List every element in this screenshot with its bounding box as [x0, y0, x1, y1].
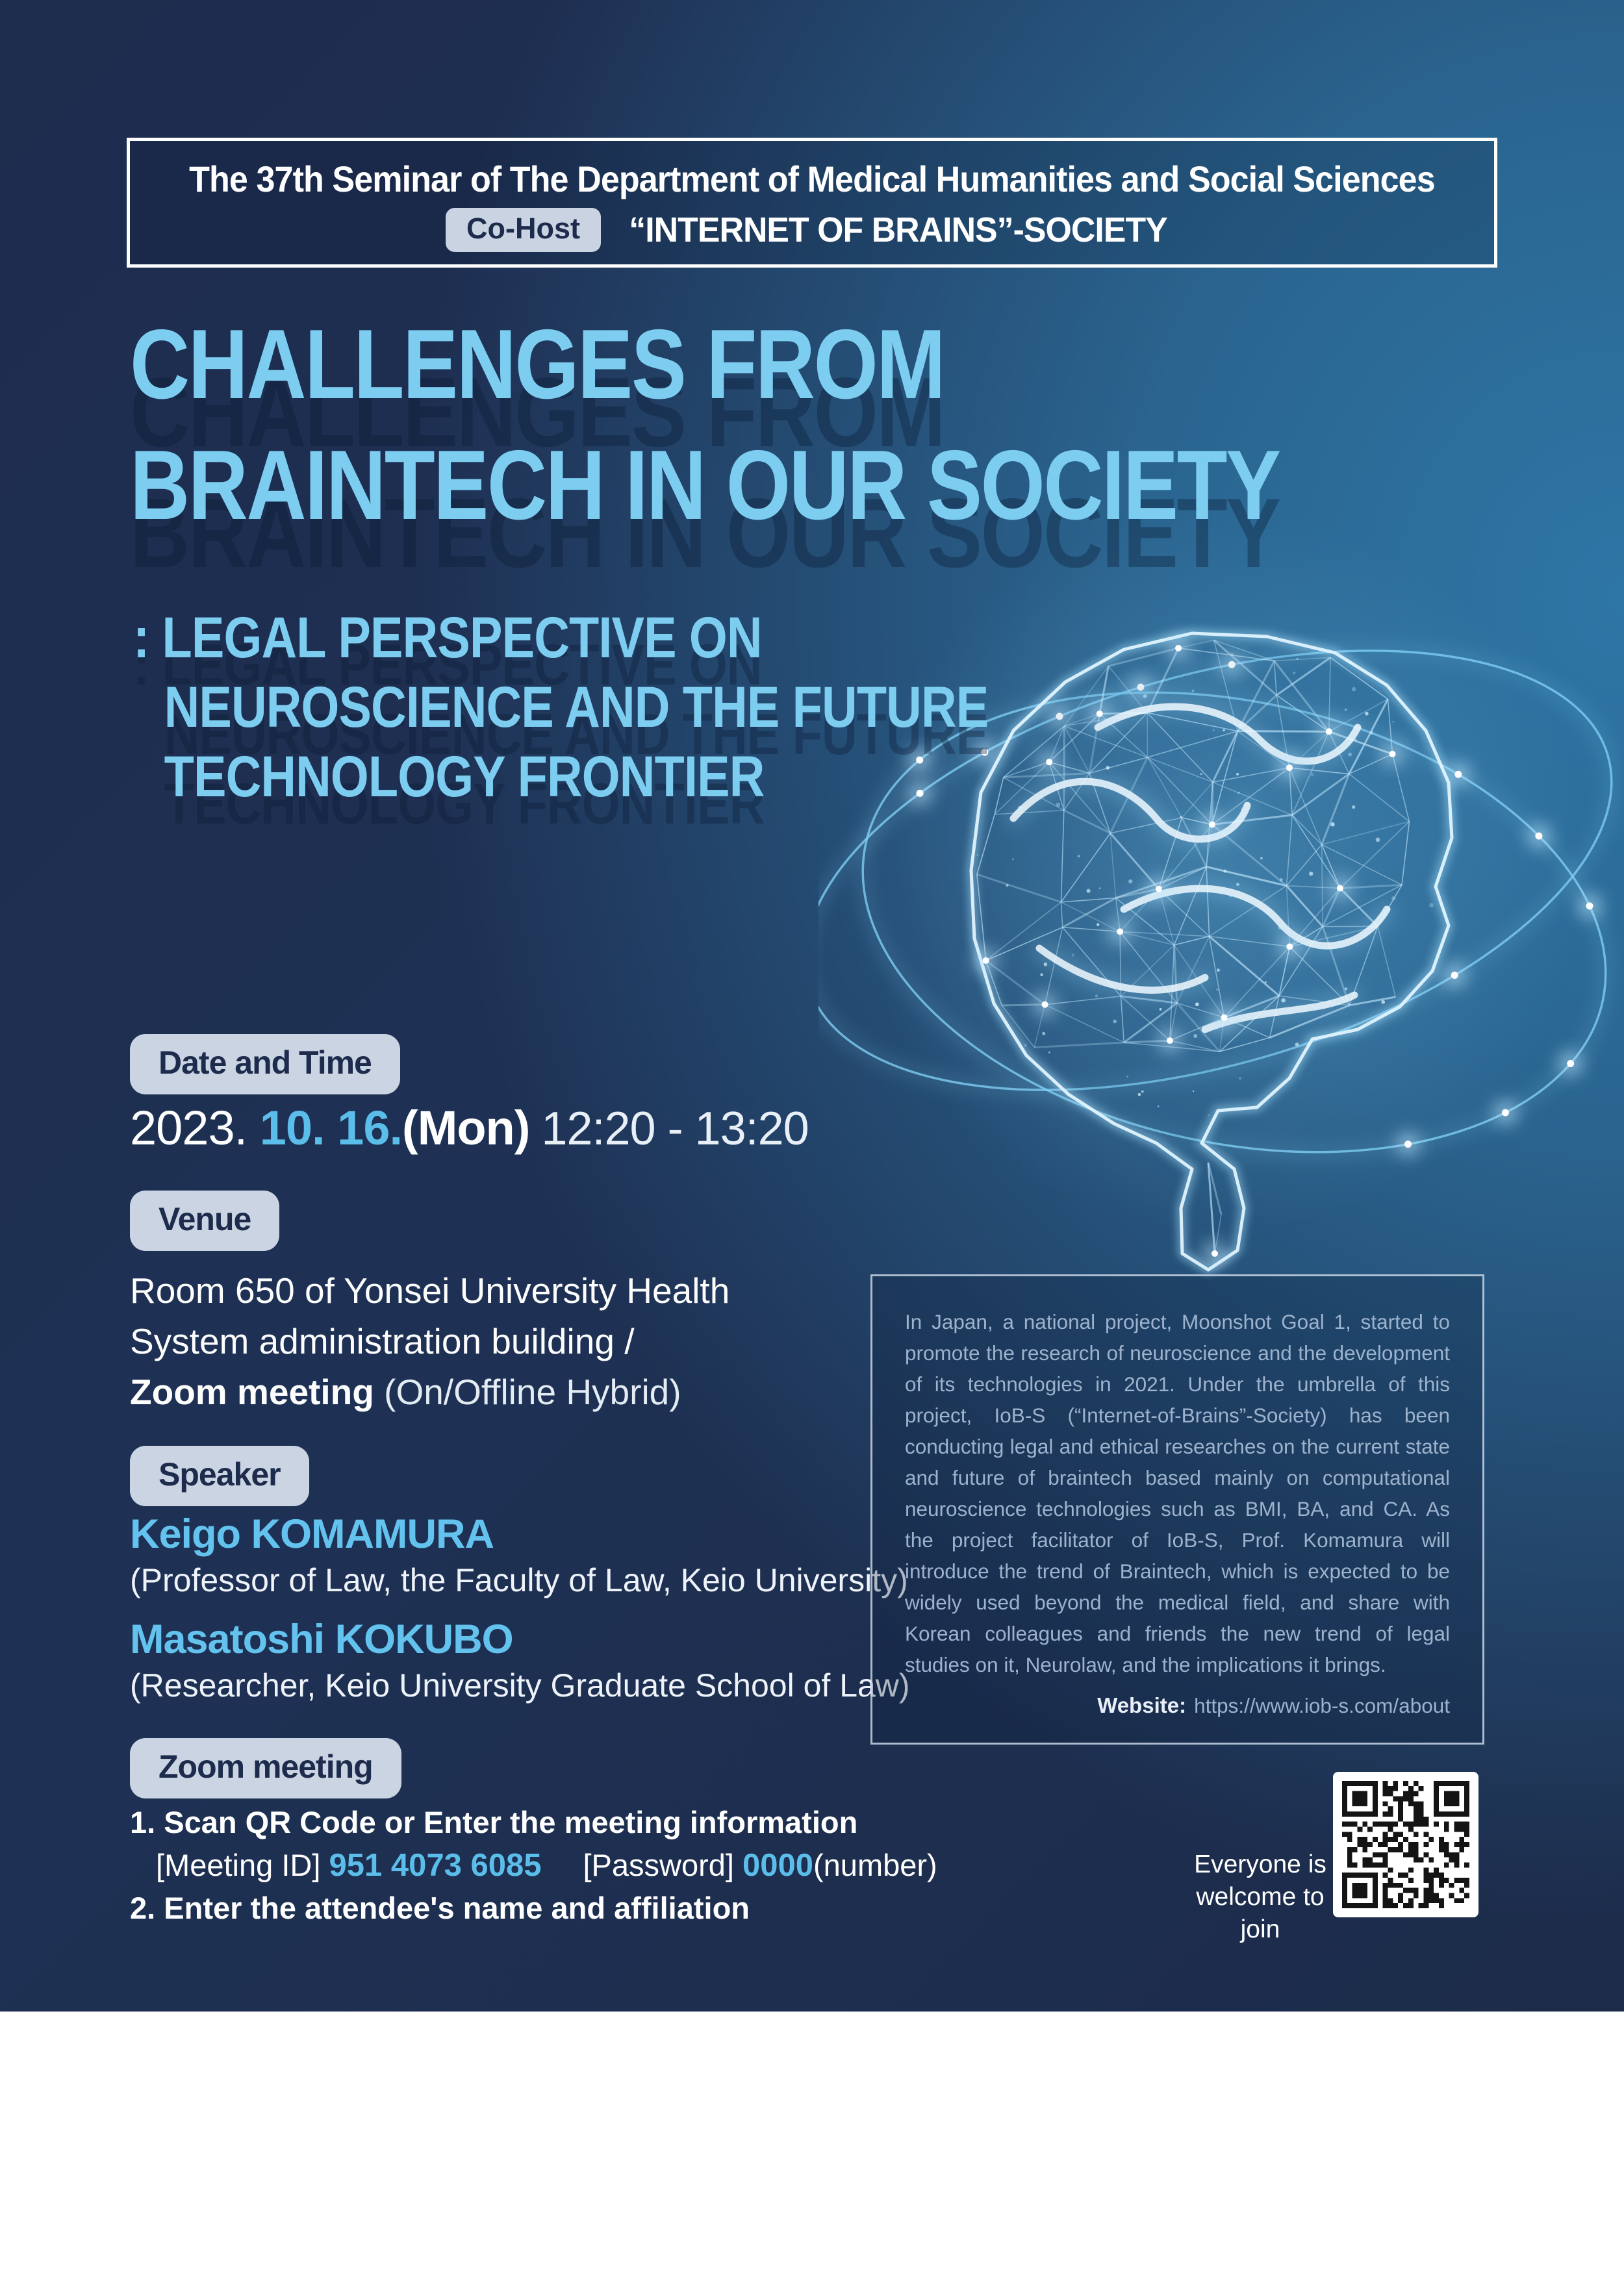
zoom-meeting-badge: Zoom meeting: [130, 1738, 401, 1798]
poster-subtitle: [133, 603, 1139, 811]
website-line: [905, 1693, 1450, 1718]
poster-title-line1: CHALLENGES FROM: [130, 309, 945, 420]
cohost-row: [130, 208, 1494, 252]
zoom-step-2: 2. Enter the attendee's name and affiliation: [130, 1891, 750, 1925]
poster-subtitle-line2: NEUROSCIENCE AND THE FUTURE: [164, 674, 989, 739]
speaker-1-affiliation: (Professor of Law, the Faculty of Law, Keio University): [130, 1562, 908, 1598]
speaker-2-name: Masatoshi KOKUBO: [130, 1617, 513, 1662]
venue-line1: Room 650 of Yonsei University Health: [130, 1270, 730, 1311]
date-year: 2023.: [130, 1101, 247, 1155]
date-time-value: [130, 1100, 809, 1155]
date-weekday: (Mon): [402, 1101, 530, 1155]
venue-text: [130, 1265, 730, 1417]
password-label: [Password]: [583, 1848, 742, 1882]
password-value: 0000: [742, 1848, 814, 1883]
poster-subtitle-line1: : LEGAL PERSPECTIVE ON: [133, 605, 762, 670]
brain-wireframe-illustration: [818, 455, 1624, 1377]
cohost-society-name: “INTERNET OF BRAINS”-SOCIETY: [629, 210, 1167, 249]
website-url: https://www.iob-s.com/about: [1194, 1694, 1450, 1717]
poster-subtitle-line3: TECHNOLOGY FRONTIER: [164, 744, 765, 809]
website-label: Website:: [1097, 1693, 1187, 1717]
zoom-qr-code: [1333, 1772, 1478, 1917]
venue-line3: [130, 1367, 730, 1417]
header-box: [127, 138, 1497, 268]
venue-hybrid-note: (On/Offline Hybrid): [384, 1372, 681, 1412]
zoom-step-1: 1. Scan QR Code or Enter the meeting information: [130, 1805, 858, 1839]
qr-caption-line1: Everyone is: [1194, 1850, 1326, 1878]
password-suffix: (number): [813, 1848, 937, 1882]
date-time-badge: Date and Time: [130, 1034, 400, 1094]
venue-zoom-meeting: Zoom meeting: [130, 1372, 385, 1412]
about-iob-box: [870, 1274, 1484, 1745]
speaker-badge: Speaker: [130, 1446, 309, 1506]
speaker-1-name: Keigo KOMAMURA: [130, 1511, 494, 1557]
poster-title-line2: BRAINTECH IN OUR SOCIETY: [130, 430, 1280, 540]
zoom-credentials: [156, 1847, 937, 1884]
footer: [0, 2012, 1624, 2296]
venue-badge: Venue: [130, 1191, 279, 1251]
cohost-badge: Co-Host: [446, 208, 601, 252]
venue-line2: System administration building /: [130, 1321, 635, 1361]
meeting-id-value: 951 4073 6085: [329, 1848, 542, 1883]
poster-title: [130, 304, 1499, 546]
time-range: 12:20 - 13:20: [541, 1103, 809, 1155]
date-monthday: 10. 16.: [247, 1101, 403, 1155]
qr-code-image: [1342, 1781, 1469, 1908]
qr-caption: [1179, 1848, 1341, 1946]
seminar-series-title: The 37th Seminar of The Department of Medical Humanities and Social Sciences: [189, 158, 1435, 199]
about-paragraph: In Japan, a national project, Moonshot Goal 1, started to promote the research of neuroscience and the development of its technologies in 2021. Under the umbrella of this project, IoB-S (“Internet-of-Brains”-Society) has been conducting legal and ethical researches on the current state and future of braintech based mainly on computational neuroscience technologies such as BMI, BA, and CA. As the project facilitator of IoB-S, Prof. Komamura will introduce the trend of Braintech, which is expected to be widely used beyond the medical field, and share with Korean colleagues and friends the new trend of legal studies on it, Neurolaw, and the implications it brings.: [905, 1310, 1450, 1676]
qr-caption-line2: welcome to join: [1196, 1883, 1325, 1943]
meeting-id-label: [Meeting ID]: [156, 1848, 329, 1882]
speaker-2-affiliation: (Researcher, Keio University Graduate School of Law): [130, 1667, 910, 1704]
